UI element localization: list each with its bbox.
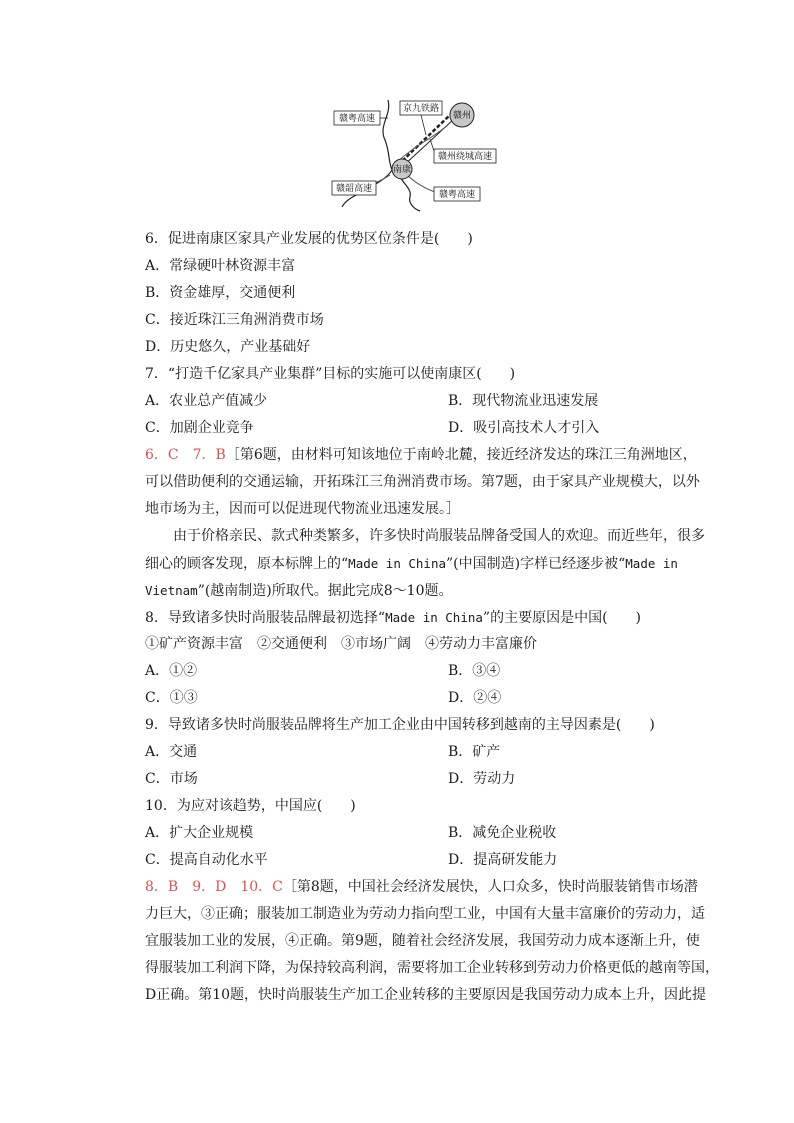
answer-key-6-7: 6．C 7．B: [145, 447, 226, 463]
material-line-1: 由于价格亲民、款式种类繁多，许多快时尚服装品牌备受国人的欢迎。而近些年，很多: [173, 528, 705, 544]
label-ganzhou: 赣州: [452, 111, 472, 121]
q8-option-a: A．①②: [145, 663, 198, 679]
q6-option-a: A．常绿硬叶林资源丰富: [145, 258, 296, 274]
answer-8-10-line-5: D正确。第10题，快时尚服装生产加工企业转移的主要原因是我国劳动力成本上升，因此提: [145, 987, 707, 1003]
answer-8-10-line-2: 力巨大，③正确；服装加工制造业为劳动力指向型工业，中国有大量丰富廉价的劳动力，适: [145, 906, 705, 922]
q10-option-b: B．减免企业税收: [448, 825, 557, 841]
q9-option-b: B．矿产: [448, 744, 501, 760]
label-ganzhou-ring: 赣州绕城高速: [437, 152, 493, 162]
q8-option-c: C．①③: [145, 690, 198, 706]
q7-option-c: C．加剧企业竞争: [145, 420, 254, 436]
answer-key-8-10: 8．B 9．D 10．C: [145, 879, 283, 895]
label-nankang: 南康: [392, 165, 412, 175]
q9-option-a: A．交通: [145, 744, 198, 760]
answer-6-7-text-1: ［第6题，由材料可知该地位于南岭北麓，接近经济发达的珠江三角洲地区，: [225, 447, 697, 463]
document-body: [145, 226, 719, 1009]
material-line-3: Vietnam”(越南制造)所取代。据此完成8～10题。: [145, 583, 453, 599]
label-ganyue-north: 赣粤高速: [338, 114, 376, 124]
q7-option-a: A．农业总产值减少: [145, 393, 268, 409]
q8-option-d: D．②④: [448, 690, 502, 706]
road-ganyue-south: [405, 173, 438, 193]
q9-options-row-1: [145, 739, 685, 766]
q6-stem: 6．促进南康区家具产业发展的优势区位条件是( ): [145, 231, 473, 247]
q6-option-c: C．接近珠江三角洲消费市场: [145, 312, 324, 328]
label-ganmei: 赣韶高速: [335, 184, 373, 194]
q8-options-row-1: [145, 658, 685, 685]
label-jingjiu: 京九铁路: [402, 104, 440, 114]
answer-6-7-line-2: 可以借助便利的交通运输，开拓珠江三角洲消费市场。第7题，由于家具产业规模大，以外: [145, 474, 700, 490]
q8-option-b: B．③④: [448, 663, 501, 679]
q8-items: ①矿产资源丰富 ②交通便利 ③市场广阔 ④劳动力丰富廉价: [145, 636, 537, 652]
answer-8-10-line-1: [145, 874, 698, 901]
q10-stem: 10．为应对该趋势，中国应( ): [145, 798, 356, 814]
material-line-2: 细心的顾客发现，原本标牌上的“Made in China”(中国制造)字样已经逐步被“Made in: [145, 556, 678, 572]
q7-options-row-2: [145, 415, 685, 442]
q10-option-c: C．提高自动化水平: [145, 852, 268, 868]
q7-options-row-1: [145, 388, 685, 415]
q9-options-row-2: [145, 766, 685, 793]
label-ganyue-south: 赣粤高速: [438, 190, 476, 200]
answer-8-10-text-1: ［第8题，中国社会经济发展快，人口众多，快时尚服装销售市场潜: [282, 879, 698, 895]
q10-option-d: D．提高研发能力: [448, 852, 558, 868]
location-map: [330, 95, 500, 213]
q10-option-a: A．扩大企业规模: [145, 825, 254, 841]
q6-option-b: B．资金雄厚，交通便利: [145, 285, 296, 301]
q9-stem: 9．导致诸多快时尚服装品牌将生产加工企业由中国转移到越南的主导因素是( ): [145, 717, 655, 733]
river-south-east: [400, 177, 420, 211]
river-north: [383, 100, 392, 170]
q7-option-d: D．吸引高技术人才引入: [448, 420, 600, 436]
q10-options-row-2: [145, 847, 685, 874]
answer-8-10-line-4: 得服装加工利润下降，为保持较高利润，需要将加工企业转移到劳动力价格更低的越南等国，: [145, 960, 719, 976]
q7-option-b: B．现代物流业迅速发展: [448, 393, 599, 409]
answer-6-7-line-1: [145, 442, 697, 469]
q8-options-row-2: [145, 685, 685, 712]
q8-stem: 8．导致诸多快时尚服装品牌最初选择“Made in China”的主要原因是中国( ): [145, 610, 642, 626]
answer-8-10-line-3: 宜服装加工业的发展，④正确。第9题，随着社会经济发展，我国劳动力成本逐渐上升，使: [145, 933, 700, 949]
q10-options-row-1: [145, 820, 685, 847]
q9-option-d: D．劳动力: [448, 771, 516, 787]
q6-option-d: D．历史悠久，产业基础好: [145, 339, 311, 355]
q7-stem: 7．“打造千亿家具产业集群”目标的实施可以使南康区( ): [145, 366, 516, 382]
q9-option-c: C．市场: [145, 771, 198, 787]
answer-6-7-line-3: 地市场为主，因而可以促进现代物流业迅速发展。］: [145, 501, 460, 517]
